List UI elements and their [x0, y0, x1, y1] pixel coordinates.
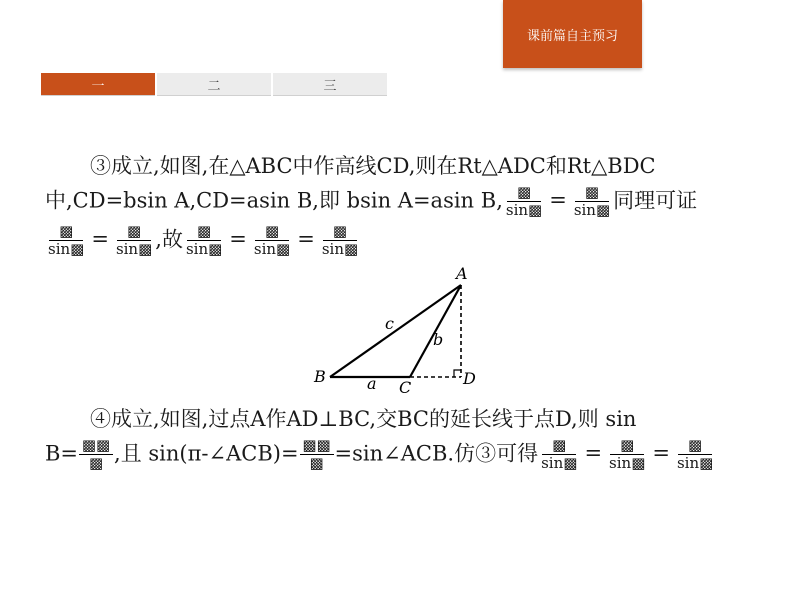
- fraction: $\frac{▩}{\sin▩}$: [321, 222, 359, 259]
- side-label-c: c: [385, 314, 394, 333]
- para3-line2-tail: 同理可证: [613, 188, 698, 213]
- vertex-label-a: A: [456, 264, 468, 283]
- fraction: $\frac{▩}{\sin▩}$: [253, 222, 291, 259]
- para4-line2-a: B=: [45, 441, 79, 466]
- para3-line3: $\frac{▩}{\sin▩}$ = $\frac{▩}{\sin▩}$ ,故 $\frac{▩}{\sin▩}$ = $\frac{▩}{\sin▩}$ = $\frac{▩}{\sin▩}$: [48, 222, 359, 259]
- vertex-label-d: D: [463, 369, 476, 388]
- side-label-b: b: [433, 330, 444, 349]
- side-label-a: a: [367, 374, 377, 393]
- para4-line2-c: =sin∠ACB.仿③可得: [334, 441, 539, 466]
- para3-line1: ③成立,如图,在△ABC中作高线CD,则在Rt△ADC和Rt△BDC: [90, 154, 656, 178]
- fraction: $\frac{▩}{\sin▩}$: [115, 222, 153, 259]
- vertex-label-c: C: [399, 378, 412, 397]
- fraction: $\frac{▩}{\sin▩}$: [541, 436, 578, 473]
- fraction: $\frac{▩}{\sin▩}$: [505, 183, 543, 220]
- fraction: $\frac{▩}{\sin▩}$: [609, 436, 646, 473]
- section-header: 课前篇自主预习: [503, 0, 642, 68]
- equals-sign: =: [549, 188, 567, 213]
- para3-line2-text: 中,CD=bsin A,CD=asin B,即 bsin A=asin B,: [45, 188, 503, 213]
- tab-3[interactable]: 三: [273, 73, 387, 96]
- fraction: $\frac{▩▩}{▩}$: [79, 437, 113, 473]
- fraction: $\frac{▩}{\sin▩}$: [185, 222, 223, 259]
- fraction: $\frac{▩▩}{▩}$: [300, 437, 334, 473]
- fraction: $\frac{▩}{\sin▩}$: [48, 222, 85, 259]
- tab-2[interactable]: 二: [157, 73, 271, 96]
- tab-1[interactable]: 一: [41, 73, 155, 96]
- para4-line1: ④成立,如图,过点A作AD⊥BC,交BC的延长线于点D,则 sin: [90, 407, 637, 431]
- fraction: $\frac{▩}{\sin▩}$: [676, 436, 714, 473]
- para4-line2-b: ,且 sin(π-∠ACB)=: [114, 441, 299, 466]
- para3-line3-mid: ,故: [155, 227, 183, 252]
- fraction: $\frac{▩}{\sin▩}$: [573, 183, 611, 220]
- vertex-label-b: B: [314, 367, 326, 386]
- para4-line2: B= $\frac{▩▩}{▩}$ ,且 sin(π-∠ACB)= $\frac{▩▩}{▩}$ =sin∠ACB.仿③可得 $\frac{▩}{\sin▩}$ = $\frac{▩}{\sin▩}$ = $\frac{▩}{\sin▩}$: [45, 436, 714, 473]
